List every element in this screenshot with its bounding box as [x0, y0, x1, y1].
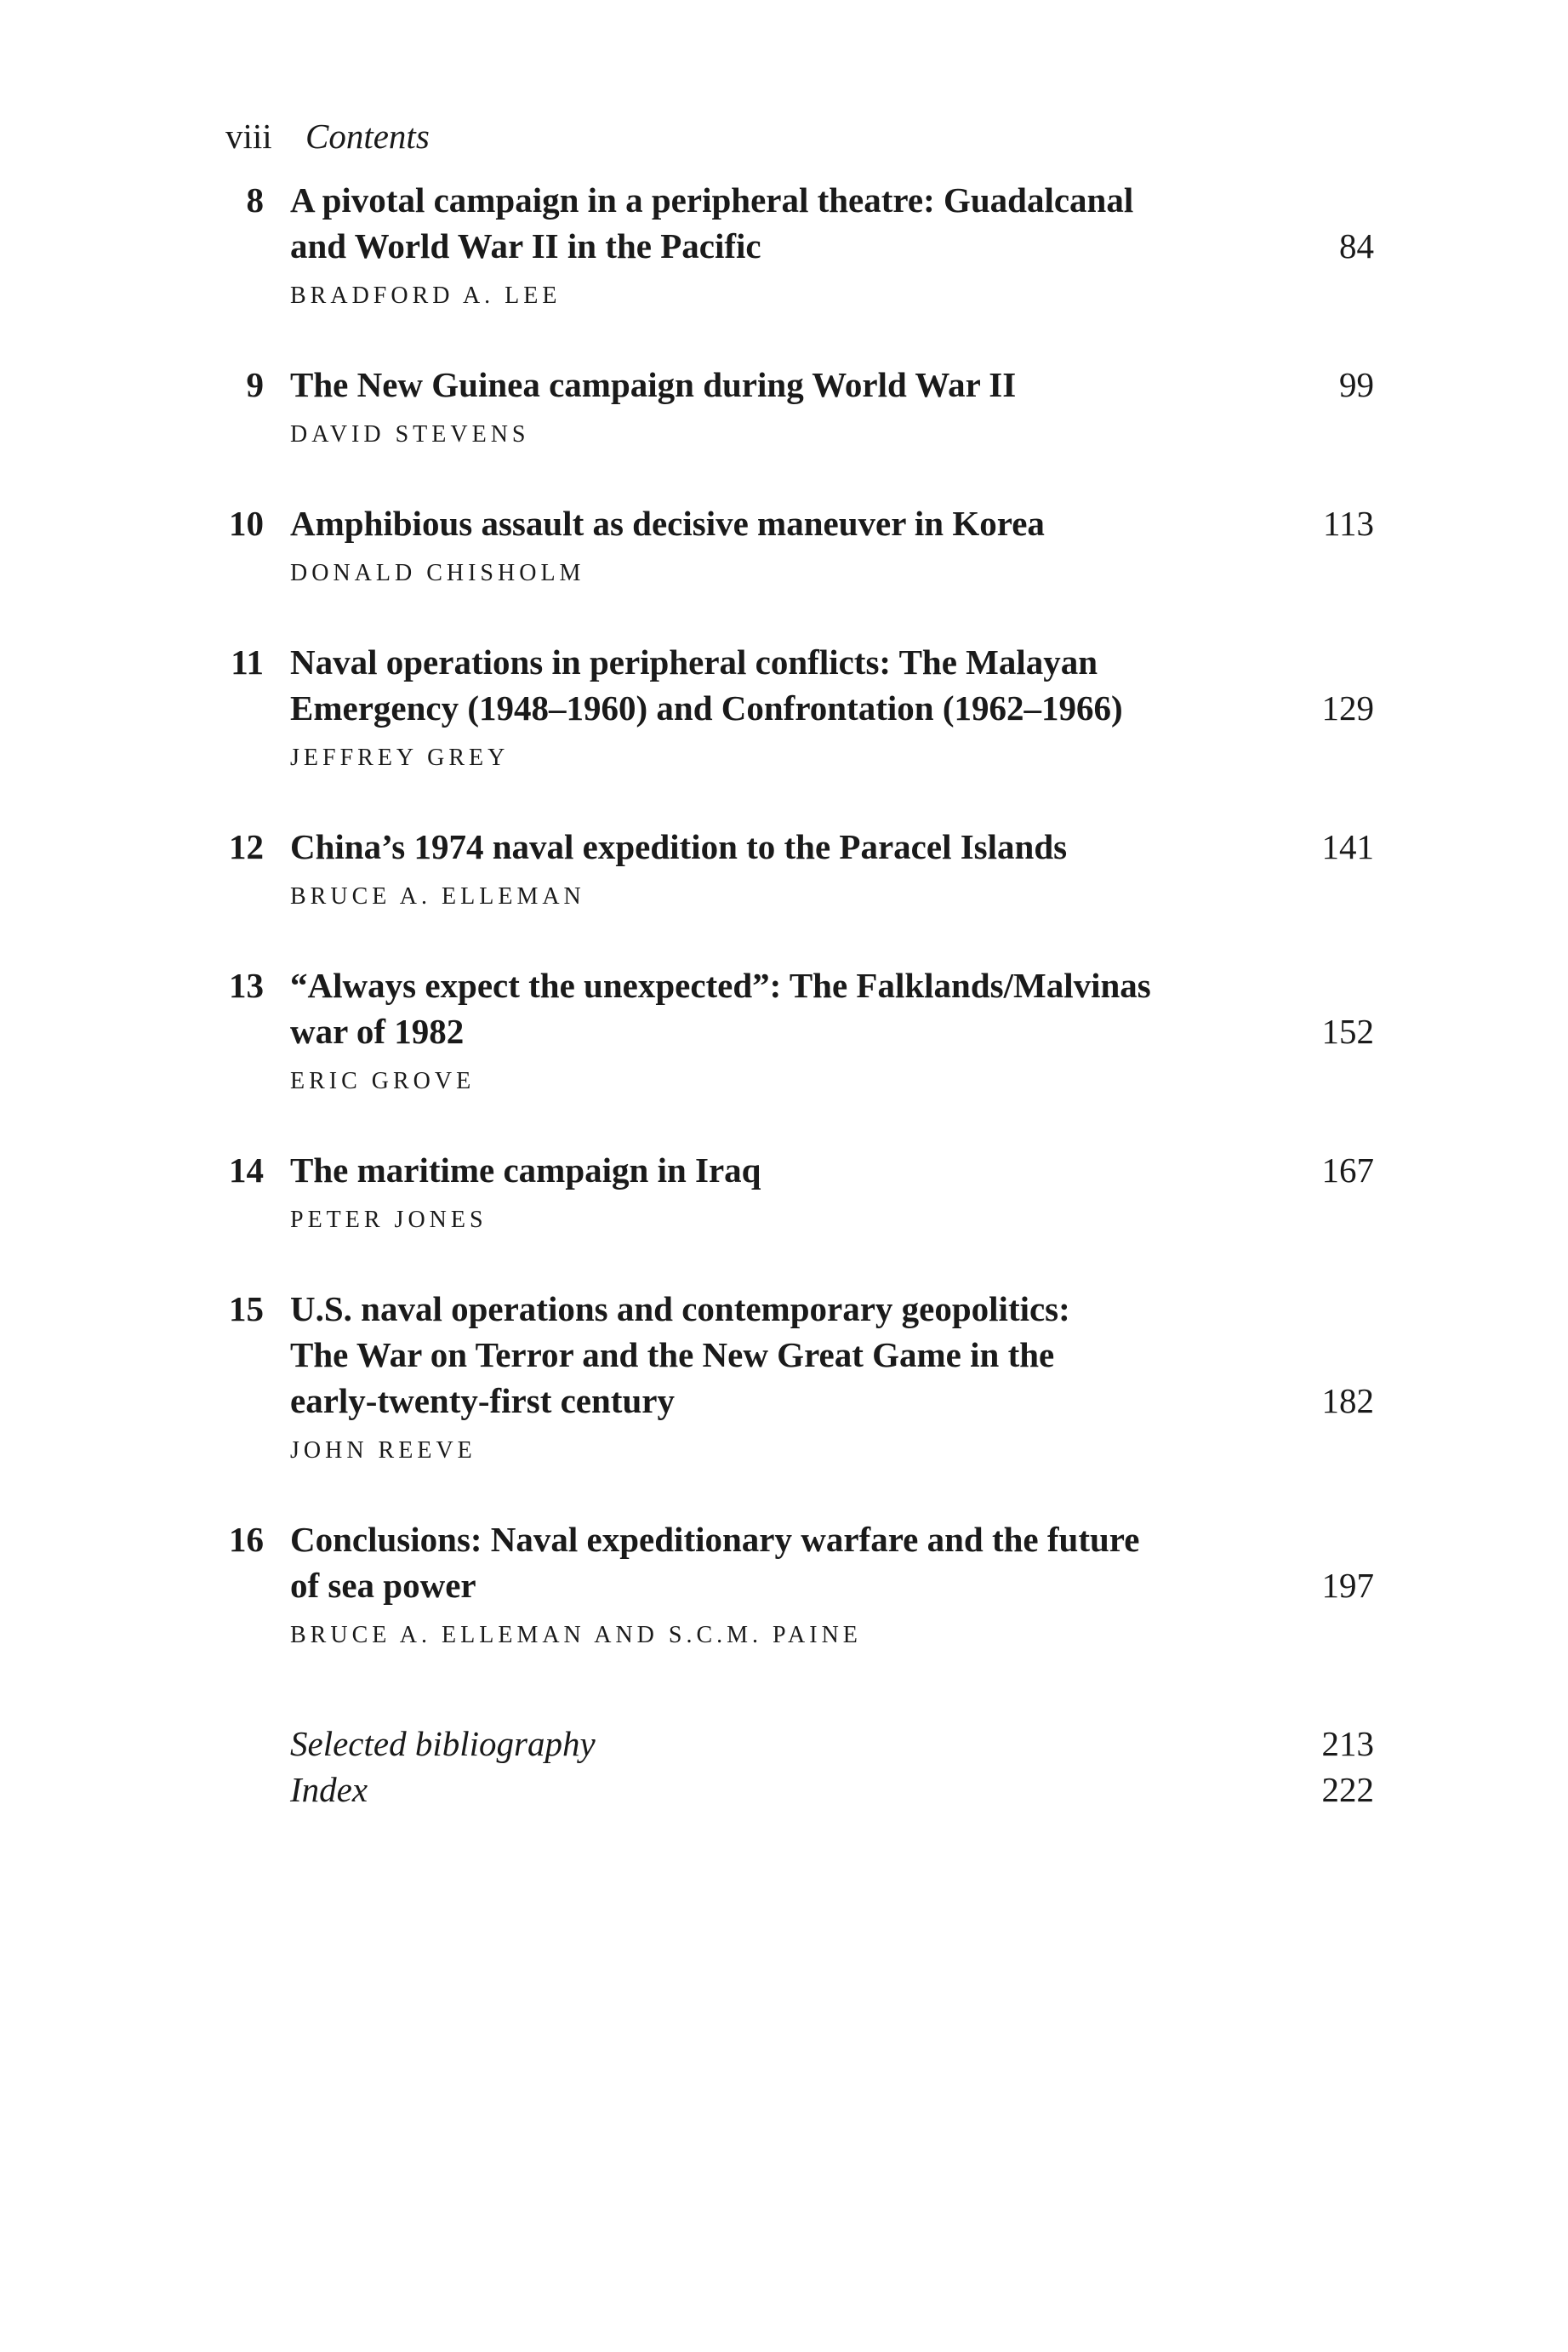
chapter-page-number: 129 [1321, 688, 1374, 728]
chapter-title-line: Amphibious assault as decisive maneuver in Korea [290, 504, 1045, 543]
chapter-title [290, 639, 1217, 731]
chapter-number: 8 [246, 180, 264, 220]
chapter-number: 14 [229, 1150, 264, 1190]
chapter-title-line: The War on Terror and the New Great Game in the [290, 1335, 1055, 1374]
chapter-number: 13 [229, 966, 264, 1005]
chapter-author: DAVID STEVENS [290, 421, 530, 448]
chapter-title-line: U.S. naval operations and contemporary geopolitics: [290, 1289, 1070, 1328]
back-matter-label: Index [290, 1770, 368, 1809]
chapter-number: 16 [229, 1520, 264, 1559]
chapter-author: BRUCE A. ELLEMAN [290, 883, 585, 910]
chapter-number: 9 [246, 365, 264, 404]
chapter-title-line: early-twenty-first century [290, 1381, 675, 1420]
chapter-page-number: 197 [1321, 1566, 1374, 1605]
chapter-title-line: Conclusions: Naval expeditionary warfare and the future [290, 1520, 1140, 1559]
chapter-title-line: A pivotal campaign in a peripheral theatre: Guadalcanal [290, 180, 1134, 220]
chapter-title [290, 500, 1217, 546]
chapter-title-line: The New Guinea campaign during World War II [290, 365, 1017, 404]
chapter-title [290, 1286, 1217, 1424]
chapter-number: 11 [231, 642, 264, 682]
chapter-page-number: 99 [1339, 365, 1374, 404]
chapter-title-line: China’s 1974 naval expedition to the Paracel Islands [290, 827, 1068, 866]
chapter-number: 12 [229, 827, 264, 866]
chapter-title-line: Naval operations in peripheral conflicts: The Malayan [290, 642, 1098, 682]
chapter-page-number: 84 [1339, 226, 1374, 265]
chapter-title [290, 1516, 1217, 1608]
chapter-author: JOHN REEVE [290, 1437, 476, 1464]
chapter-author: BRUCE A. ELLEMAN AND S.C.M. PAINE [290, 1622, 862, 1648]
chapter-title-line: The maritime campaign in Iraq [290, 1150, 761, 1190]
chapter-title [290, 177, 1217, 269]
chapter-title [290, 962, 1217, 1054]
chapter-title-line: of sea power [290, 1566, 476, 1605]
chapter-author: BRADFORD A. LEE [290, 283, 562, 309]
chapter-page-number: 141 [1321, 827, 1374, 866]
page-folio: viii [225, 117, 272, 156]
chapter-page-number: 182 [1321, 1381, 1374, 1420]
chapter-author: DONALD CHISHOLM [290, 560, 585, 586]
chapter-page-number: 152 [1321, 1012, 1374, 1051]
running-head [225, 113, 430, 159]
chapter-title-line: war of 1982 [290, 1012, 465, 1051]
chapter-title [290, 1147, 1217, 1193]
back-matter-page-number: 213 [1321, 1724, 1374, 1763]
chapter-title-line: Emergency (1948–1960) and Confrontation (1962–1966) [290, 688, 1123, 728]
chapter-title-line: and World War II in the Pacific [290, 226, 761, 265]
chapter-number: 15 [229, 1289, 264, 1328]
chapter-author: JEFFREY GREY [290, 745, 510, 771]
chapter-title-line: “Always expect the unexpected”: The Falklands/Malvinas [290, 966, 1151, 1005]
chapter-author: PETER JONES [290, 1207, 488, 1233]
chapter-title [290, 362, 1217, 408]
running-head-label: Contents [305, 117, 430, 156]
back-matter-label: Selected bibliography [290, 1724, 596, 1763]
chapter-author: ERIC GROVE [290, 1068, 476, 1094]
chapter-page-number: 167 [1321, 1150, 1374, 1190]
back-matter-page-number: 222 [1321, 1770, 1374, 1809]
chapter-number: 10 [229, 504, 264, 543]
chapter-page-number: 113 [1323, 504, 1374, 543]
chapter-title [290, 824, 1217, 870]
